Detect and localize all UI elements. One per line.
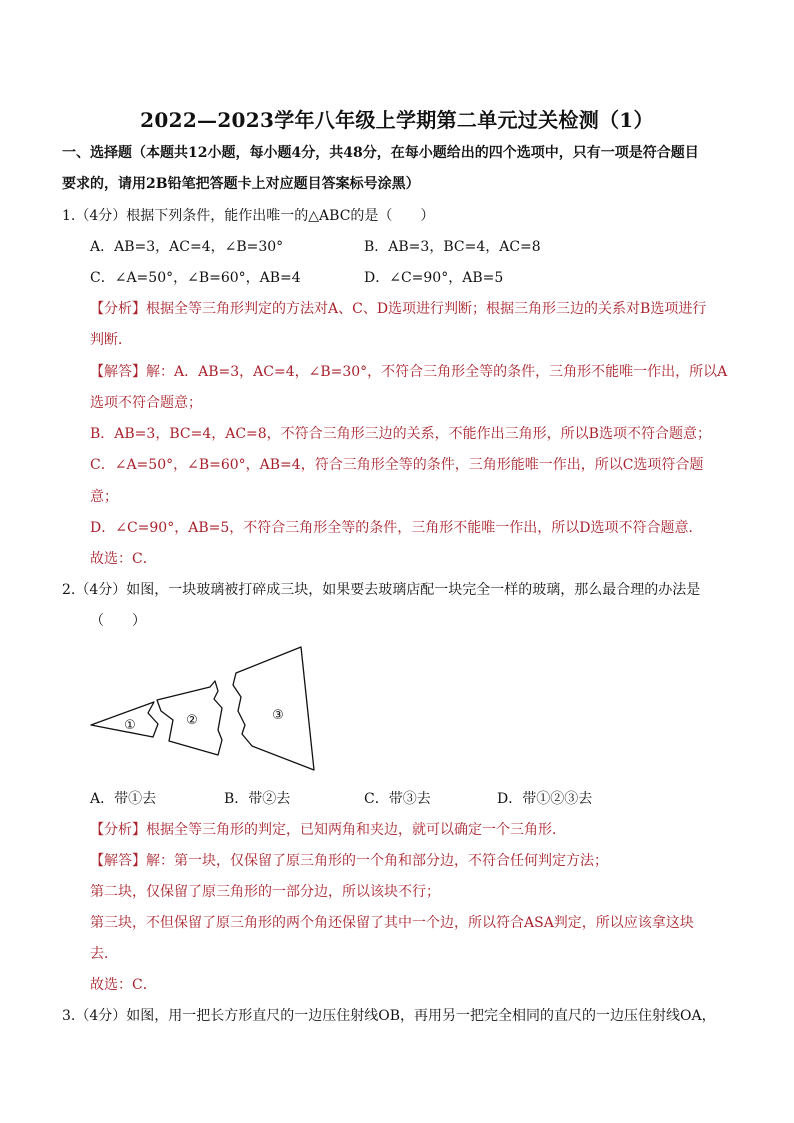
q3-stem: 3.（4分）如图，用一把长方形直尺的一边压住射线OB，再用另一把完全相同的直尺的一边压住射线OA， xyxy=(62,1008,716,1024)
q2-answer-line-1: 【解答】解：第一块，仅保留了原三角形的一个角和部分边，不符合任何判定方法； xyxy=(90,853,608,869)
q2-stem-line-2: （ ） xyxy=(90,613,146,629)
q1-option-d: D．∠C=90°，AB=5 xyxy=(364,270,504,286)
q1-answer-line-4: C．∠A=50°，∠B=60°，AB=4，符合三角形全等的条件，三角形能唯一作出，所以C选项符合题 xyxy=(90,457,704,473)
q2-analysis: 【分析】根据全等三角形的判定，已知两角和夹边，就可以确定一个三角形． xyxy=(90,822,566,838)
section-heading-line-1: 一、选择题（本题共12小题，每小题4分，共48分，在每小题给出的四个选项中，只有一项是符合题目 xyxy=(62,145,699,161)
q2-answer-line-4: 去． xyxy=(90,946,118,962)
q1-conclusion: 故选：C． xyxy=(90,551,157,567)
q2-option-b: B．带②去 xyxy=(224,791,291,807)
q2-answer-line-2: 第二块，仅保留了原三角形的一部分边，所以该块不行； xyxy=(90,884,440,900)
q1-option-a: A．AB=3，AC=4，∠B=30° xyxy=(90,239,284,255)
q1-answer-line-6: D．∠C=90°，AB=5，不符合三角形全等的条件，三角形不能唯一作出，所以D选项不符合题意． xyxy=(90,520,703,536)
piece-3-label: ③ xyxy=(272,708,284,723)
q1-stem: 1.（4分）根据下列条件，能作出唯一的△ABC的是（ ） xyxy=(62,208,435,224)
q2-option-c: C．带③去 xyxy=(364,791,431,807)
q1-option-b: B．AB=3，BC=4，AC=8 xyxy=(364,239,541,255)
q1-answer-line-3: B．AB=3，BC=4，AC=8，不符合三角形三边的关系，不能作出三角形，所以B选项不符合题意； xyxy=(90,426,711,442)
q1-answer-line-1: 【解答】解：A．AB=3，AC=4，∠B=30°，不符合三角形全等的条件，三角形不能唯一作出，所以A xyxy=(90,364,728,380)
q1-analysis-line-1: 【分析】根据全等三角形判定的方法对A、C、D选项进行判断；根据三角形三边的关系对B选项进行 xyxy=(90,301,707,317)
piece-1-label: ① xyxy=(124,718,136,733)
broken-glass-figure xyxy=(88,645,328,775)
q2-stem-line-1: 2.（4分）如图，一块玻璃被打碎成三块，如果要去玻璃店配一块完全一样的玻璃，那么最合理的办法是 xyxy=(62,582,701,598)
q1-option-c: C．∠A=50°，∠B=60°，AB=4 xyxy=(90,270,301,286)
q1-answer-line-2: 选项不符合题意； xyxy=(90,395,202,411)
q2-option-a: A．带①去 xyxy=(90,791,157,807)
q2-answer-line-3: 第三块，不但保留了原三角形的两个角还保留了其中一个边，所以符合ASA判定，所以应该拿这块 xyxy=(90,915,694,931)
q2-option-d: D．带①②③去 xyxy=(497,791,593,807)
section-heading-line-2: 要求的，请用2B铅笔把答题卡上对应题目答案标号涂黑） xyxy=(62,176,420,192)
page-title: 2022—2023学年八年级上学期第二单元过关检测（1） xyxy=(140,108,654,132)
q1-answer-line-5: 意； xyxy=(90,489,118,505)
q2-conclusion: 故选：C． xyxy=(90,977,157,993)
piece-2-label: ② xyxy=(186,713,198,728)
q1-analysis-line-2: 判断． xyxy=(90,332,132,348)
